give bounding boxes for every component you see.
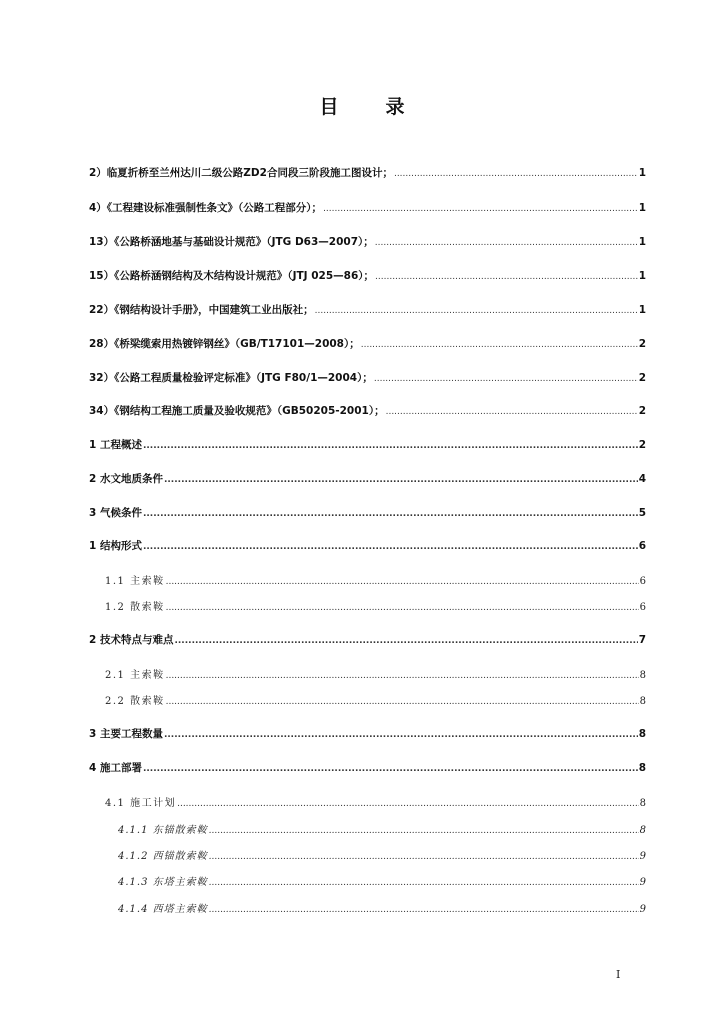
toc-entry[interactable] — [89, 336, 646, 351]
dot-leader — [166, 697, 639, 707]
toc-entry-page: 7 — [638, 634, 646, 646]
toc-entry-text: 3 主要工程数量 — [89, 728, 163, 740]
dot-leader — [164, 730, 638, 740]
toc-entry[interactable] — [105, 572, 646, 587]
toc-entry-page: 2 — [638, 439, 646, 451]
toc-entry[interactable] — [89, 471, 646, 486]
toc-entry[interactable] — [89, 403, 646, 418]
toc-entry-page: 8 — [638, 762, 646, 774]
footer-page-number: I — [616, 968, 621, 981]
toc-entry-page: 8 — [639, 670, 646, 681]
toc-entry-text: 4.1 施工计划 — [105, 798, 177, 809]
dot-leader — [209, 878, 639, 888]
dot-leader — [361, 340, 638, 350]
dot-leader — [394, 169, 638, 179]
toc-entry-page: 2 — [638, 405, 646, 417]
toc-entry-text: 1 结构形式 — [89, 540, 142, 552]
toc-entry-text: 2 水文地质条件 — [89, 473, 163, 485]
toc-entry[interactable] — [89, 234, 646, 249]
toc-entry[interactable] — [89, 200, 646, 215]
toc-entry-page: 1 — [638, 202, 646, 214]
toc-entry[interactable] — [89, 437, 646, 452]
dot-leader — [164, 475, 638, 485]
toc-entry-page: 6 — [638, 540, 646, 552]
toc-entry-text: 34）《钢结构工程施工质量及验收规范》（GB50205-2001）； — [89, 405, 385, 417]
toc-entry-page: 6 — [639, 576, 646, 587]
toc-entry-page: 8 — [639, 798, 646, 809]
toc-entry[interactable] — [118, 847, 646, 862]
toc-entry-text: 3 气候条件 — [89, 507, 142, 519]
toc-entry-page: 8 — [639, 696, 646, 707]
toc-entry[interactable] — [89, 268, 646, 283]
toc-entry-page: 1 — [638, 167, 646, 179]
page-title: 目 录 — [319, 96, 419, 118]
dot-leader — [166, 603, 639, 613]
toc-entry-page: 4 — [638, 473, 646, 485]
toc-entry-page: 6 — [639, 602, 646, 613]
toc-entry-text: 4.1.2 西锚散索鞍 — [118, 851, 208, 862]
dot-leader — [177, 799, 639, 809]
toc-entry[interactable] — [105, 666, 646, 681]
toc-entry[interactable] — [89, 165, 646, 180]
toc-entry-text: 15）《公路桥涵钢结构及木结构设计规范》（JTJ 025—86）； — [89, 270, 375, 282]
dot-leader — [323, 204, 638, 214]
toc-entry-page: 2 — [638, 372, 646, 384]
toc-entry-text: 22）《钢结构设计手册》，中国建筑工业出版社； — [89, 304, 314, 316]
toc-entry-text: 28）《桥梁缆索用热镀锌钢丝》（GB/T17101—2008）； — [89, 338, 360, 350]
toc-entry-text: 13）《公路桥涵地基与基础设计规范》（JTG D63—2007）； — [89, 236, 374, 248]
dot-leader — [143, 542, 638, 552]
toc-entry-text: 1.2 散索鞍 — [105, 602, 165, 613]
toc-entry[interactable] — [89, 726, 646, 741]
toc-entry-page: 1 — [638, 304, 646, 316]
toc-entry[interactable] — [105, 794, 646, 809]
toc-entry-page: 2 — [638, 338, 646, 350]
toc-entry[interactable] — [89, 538, 646, 553]
toc-entry-page: 1 — [638, 270, 646, 282]
toc-entry[interactable] — [118, 900, 646, 915]
toc-entry-page: 8 — [638, 728, 646, 740]
dot-leader — [209, 905, 639, 915]
toc-entry-text: 4.1.4 西塔主索鞍 — [118, 904, 208, 915]
toc-entry-page: 9 — [639, 877, 646, 888]
toc-entry-page: 9 — [639, 904, 646, 915]
dot-leader — [209, 852, 639, 862]
toc-entry-text: 2）临夏折桥至兰州达川二级公路ZD2合同段三阶段施工图设计； — [89, 167, 393, 179]
dot-leader — [166, 671, 639, 681]
toc-entry[interactable] — [105, 692, 646, 707]
dot-leader — [315, 306, 638, 316]
toc-entry-text: 2.1 主索鞍 — [105, 670, 165, 681]
toc-entry-text: 4.1.1 东锚散索鞍 — [118, 825, 208, 836]
dot-leader — [375, 238, 638, 248]
toc-entry-text: 2.2 散索鞍 — [105, 696, 165, 707]
dot-leader — [174, 636, 637, 646]
toc-entry[interactable] — [89, 505, 646, 520]
toc-entry-text: 32）《公路工程质量检验评定标准》（JTG F80/1—2004）； — [89, 372, 373, 384]
toc-entry[interactable] — [118, 873, 646, 888]
dot-leader — [386, 407, 638, 417]
toc-entry-text: 4）《工程建设标准强制性条文》（公路工程部分）； — [89, 202, 323, 214]
toc-entry-text: 4 施工部署 — [89, 762, 142, 774]
toc-entry[interactable] — [118, 821, 646, 836]
toc-entry-text: 2 技术特点与难点 — [89, 634, 174, 646]
toc-entry-page: 8 — [639, 825, 646, 836]
toc-entry-page: 1 — [638, 236, 646, 248]
toc-entry[interactable] — [105, 598, 646, 613]
dot-leader — [143, 441, 638, 451]
dot-leader — [143, 509, 638, 519]
toc-entry-text: 4.1.3 东塔主索鞍 — [118, 877, 208, 888]
toc-entry[interactable] — [89, 370, 646, 385]
toc-entry[interactable] — [89, 632, 646, 647]
toc-entry-text: 1 工程概述 — [89, 439, 142, 451]
toc-entry-page: 5 — [638, 507, 646, 519]
dot-leader — [166, 577, 639, 587]
toc-entry[interactable] — [89, 760, 646, 775]
dot-leader — [374, 374, 638, 384]
dot-leader — [143, 764, 638, 774]
dot-leader — [209, 826, 639, 836]
toc-entry[interactable] — [89, 302, 646, 317]
toc-entry-text: 1.1 主索鞍 — [105, 576, 165, 587]
toc-entry-page: 9 — [639, 851, 646, 862]
dot-leader — [375, 272, 638, 282]
